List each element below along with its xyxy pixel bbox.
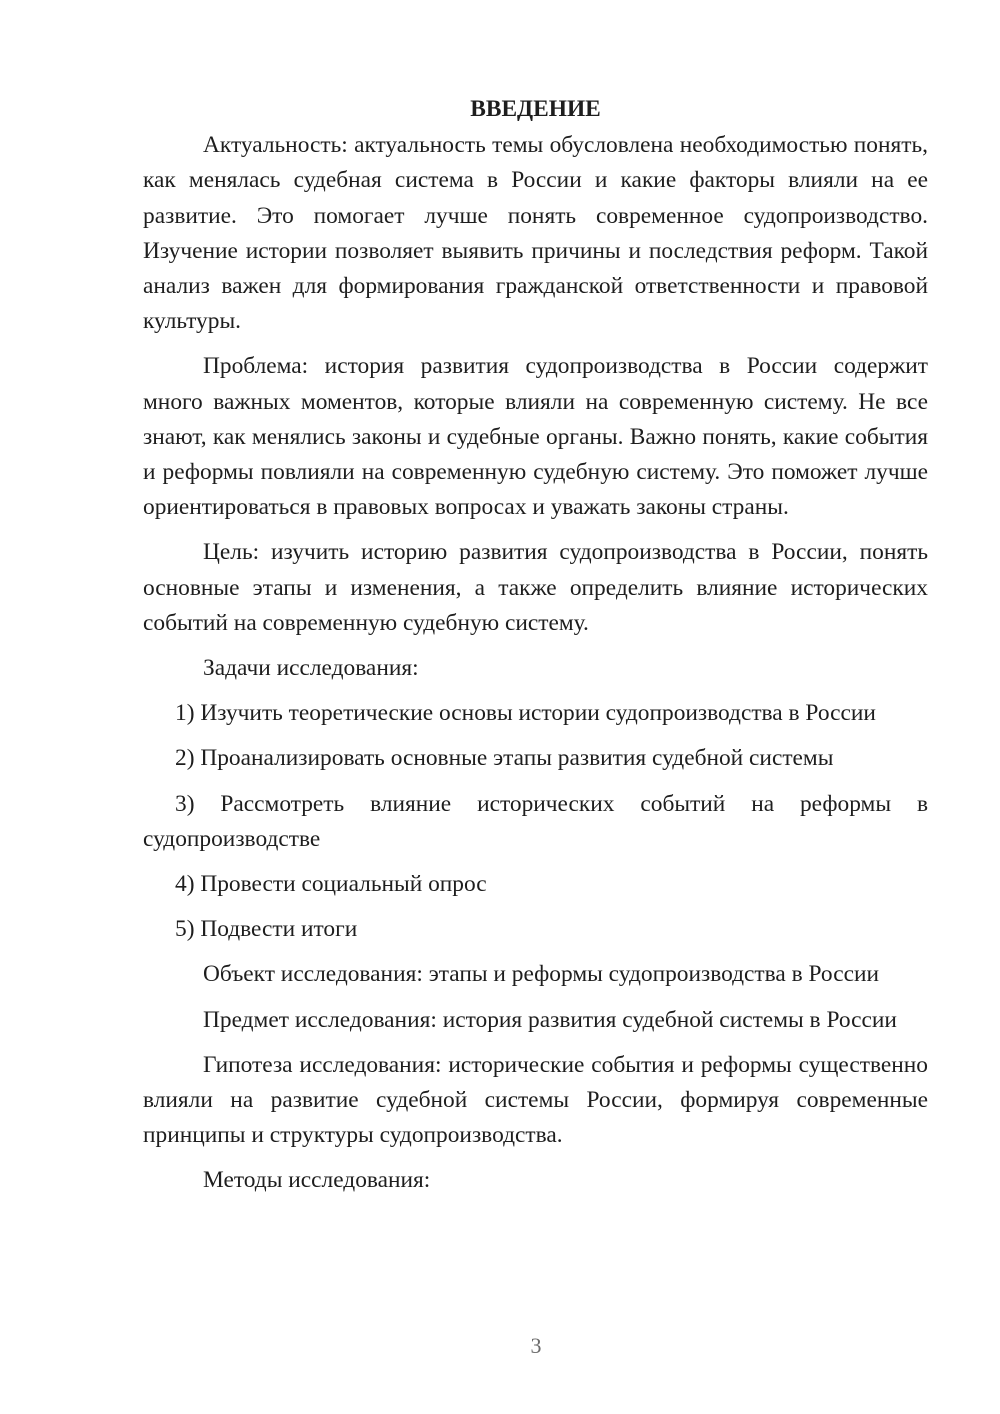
paragraph-tasks-title: Задачи исследования: — [203, 655, 419, 682]
paragraph-object: Объект исследования: этапы и реформы судопроизводства в России — [203, 961, 880, 988]
page-number: 3 — [530, 1333, 542, 1358]
paragraph-relevance: Актуальность: актуальность темы обусловлена необходимостью понять, как менялась судебная система в России и какие факторы влияли на ее развитие. Это помогает лучше понять современное судопроизводство. Изучение истории позволяет выявить причины и последствия реформ. Такой анализ важен для формирования гражданской ответственности и правовой культуры. — [143, 132, 928, 335]
paragraph-goal: Цель: изучить историю развития судопроизводства в России, понять основные этапы и изменения, а также определить влияние исторических событий на современную судебную систему. — [143, 539, 928, 636]
paragraph-problem: Проблема: история развития судопроизводства в России содержит много важных моментов, которые влияли на современную систему. Не все знают, как менялись законы и судебные органы. Важно понять, какие события и реформы повлияли на современную судебную систему. Это поможет лучше ориентироваться в правовых вопросах и уважать законы страны. — [143, 353, 928, 521]
paragraph-methods-title: Методы исследования: — [203, 1167, 431, 1194]
task-item-5: 5) Подвести итоги — [175, 916, 358, 943]
paragraph-hypothesis: Гипотеза исследования: исторические события и реформы существенно влияли на развитие судебной системы России, формируя современные принципы и структуры судопроизводства. — [143, 1051, 928, 1149]
task-item-2: 2) Проанализировать основные этапы развития судебной системы — [175, 745, 834, 772]
task-item-1: 1) Изучить теоретические основы истории судопроизводства в России — [175, 700, 876, 727]
paragraph-subject: Предмет исследования: история развития судебной системы в России — [203, 1006, 897, 1033]
task-item-3: 3) Рассмотреть влияние исторических событий на реформы в судопроизводстве — [143, 790, 928, 852]
section-heading: ВВЕДЕНИЕ — [470, 96, 601, 122]
page-content — [143, 92, 928, 1209]
task-item-4: 4) Провести социальный опрос — [175, 871, 487, 898]
